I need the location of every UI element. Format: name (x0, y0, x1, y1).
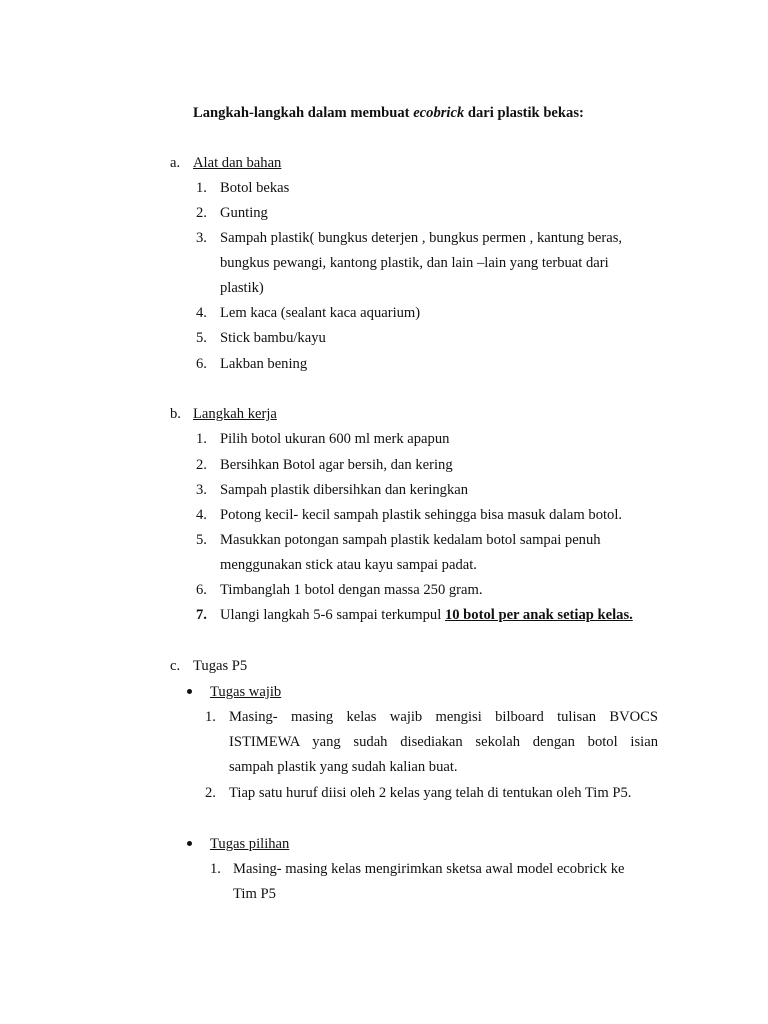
list-item-continuation: sampah plastik yang sudah kalian buat. (229, 759, 458, 775)
list-item: Sampah plastik( bungkus deterjen , bungkus permen , kantung beras, (220, 230, 623, 246)
list-number: 3. (196, 230, 207, 246)
list-item: Gunting (220, 205, 268, 221)
list-item-continuation: plastik) (220, 280, 264, 296)
list-number: 1. (205, 709, 216, 725)
list-item: Bersihkan Botol agar bersih, dan kering (220, 457, 453, 473)
list-number: 1. (196, 431, 207, 447)
title-text: Langkah-langkah dalam membuat (193, 105, 414, 121)
list-number: 6. (196, 356, 207, 372)
list-item: Masing- masing kelas mengirimkan sketsa awal model ecobrick ke (233, 861, 625, 877)
list-number: 5. (196, 330, 207, 346)
list-item-text: Ulangi langkah 5-6 sampai terkumpul (220, 607, 445, 623)
list-number: 3. (196, 482, 207, 498)
section-a-heading: Alat dan bahan (193, 155, 282, 171)
list-number: 4. (196, 507, 207, 523)
list-item: Pilih botol ukuran 600 ml merk apapun (220, 431, 450, 447)
list-item: Lem kaca (sealant kaca aquarium) (220, 305, 421, 321)
list-number: 5. (196, 532, 207, 548)
list-item: Masing- masing kelas wajib mengisi bilboard tulisan BVOCS (229, 709, 658, 725)
section-a-marker: a. (170, 155, 181, 171)
list-number: 2. (196, 457, 207, 473)
list-item: Tiap satu huruf diisi oleh 2 kelas yang telah di tentukan oleh Tim P5. (229, 785, 632, 801)
list-item-emphasis: 10 botol per anak setiap kelas. (444, 607, 633, 623)
list-number: 6. (196, 582, 207, 598)
list-item: Masukkan potongan sampah plastik kedalam botol sampai penuh (220, 532, 601, 548)
list-number: 7. (196, 607, 207, 623)
list-number: 1. (196, 180, 207, 196)
list-number: 4. (196, 305, 207, 321)
list-item: Stick bambu/kayu (220, 330, 326, 346)
list-item: Sampah plastik dibersihkan dan keringkan (220, 482, 469, 498)
list-item-continuation: bungkus pewangi, kantong plastik, dan lain –lain yang terbuat dari (220, 255, 609, 271)
tugas-pilihan-heading: Tugas pilihan (210, 836, 290, 852)
bullet-icon (187, 841, 192, 846)
section-c-heading: Tugas P5 (193, 658, 248, 674)
section-c-marker: c. (170, 658, 181, 674)
list-item: Timbanglah 1 botol dengan massa 250 gram. (220, 582, 483, 598)
list-item-continuation: Tim P5 (233, 886, 276, 902)
list-item (220, 606, 633, 624)
tugas-wajib-heading: Tugas wajib (210, 684, 282, 700)
document-title (193, 104, 584, 122)
title-text-end: dari plastik bekas: (464, 105, 584, 121)
list-item-continuation: ISTIMEWA yang sudah disediakan sekolah dengan botol isian (229, 734, 658, 750)
list-number: 1. (210, 861, 221, 877)
list-item-continuation: menggunakan stick atau kayu sampai padat. (220, 557, 477, 573)
list-number: 2. (205, 785, 216, 801)
section-b-marker: b. (170, 406, 181, 422)
list-item: Botol bekas (220, 180, 290, 196)
list-item: Lakban bening (220, 356, 308, 372)
section-b-heading: Langkah kerja (193, 406, 277, 422)
list-number: 2. (196, 205, 207, 221)
bullet-icon (187, 689, 192, 694)
list-item: Potong kecil- kecil sampah plastik sehingga bisa masuk dalam botol. (220, 507, 623, 523)
title-emphasis: ecobrick (413, 105, 465, 121)
